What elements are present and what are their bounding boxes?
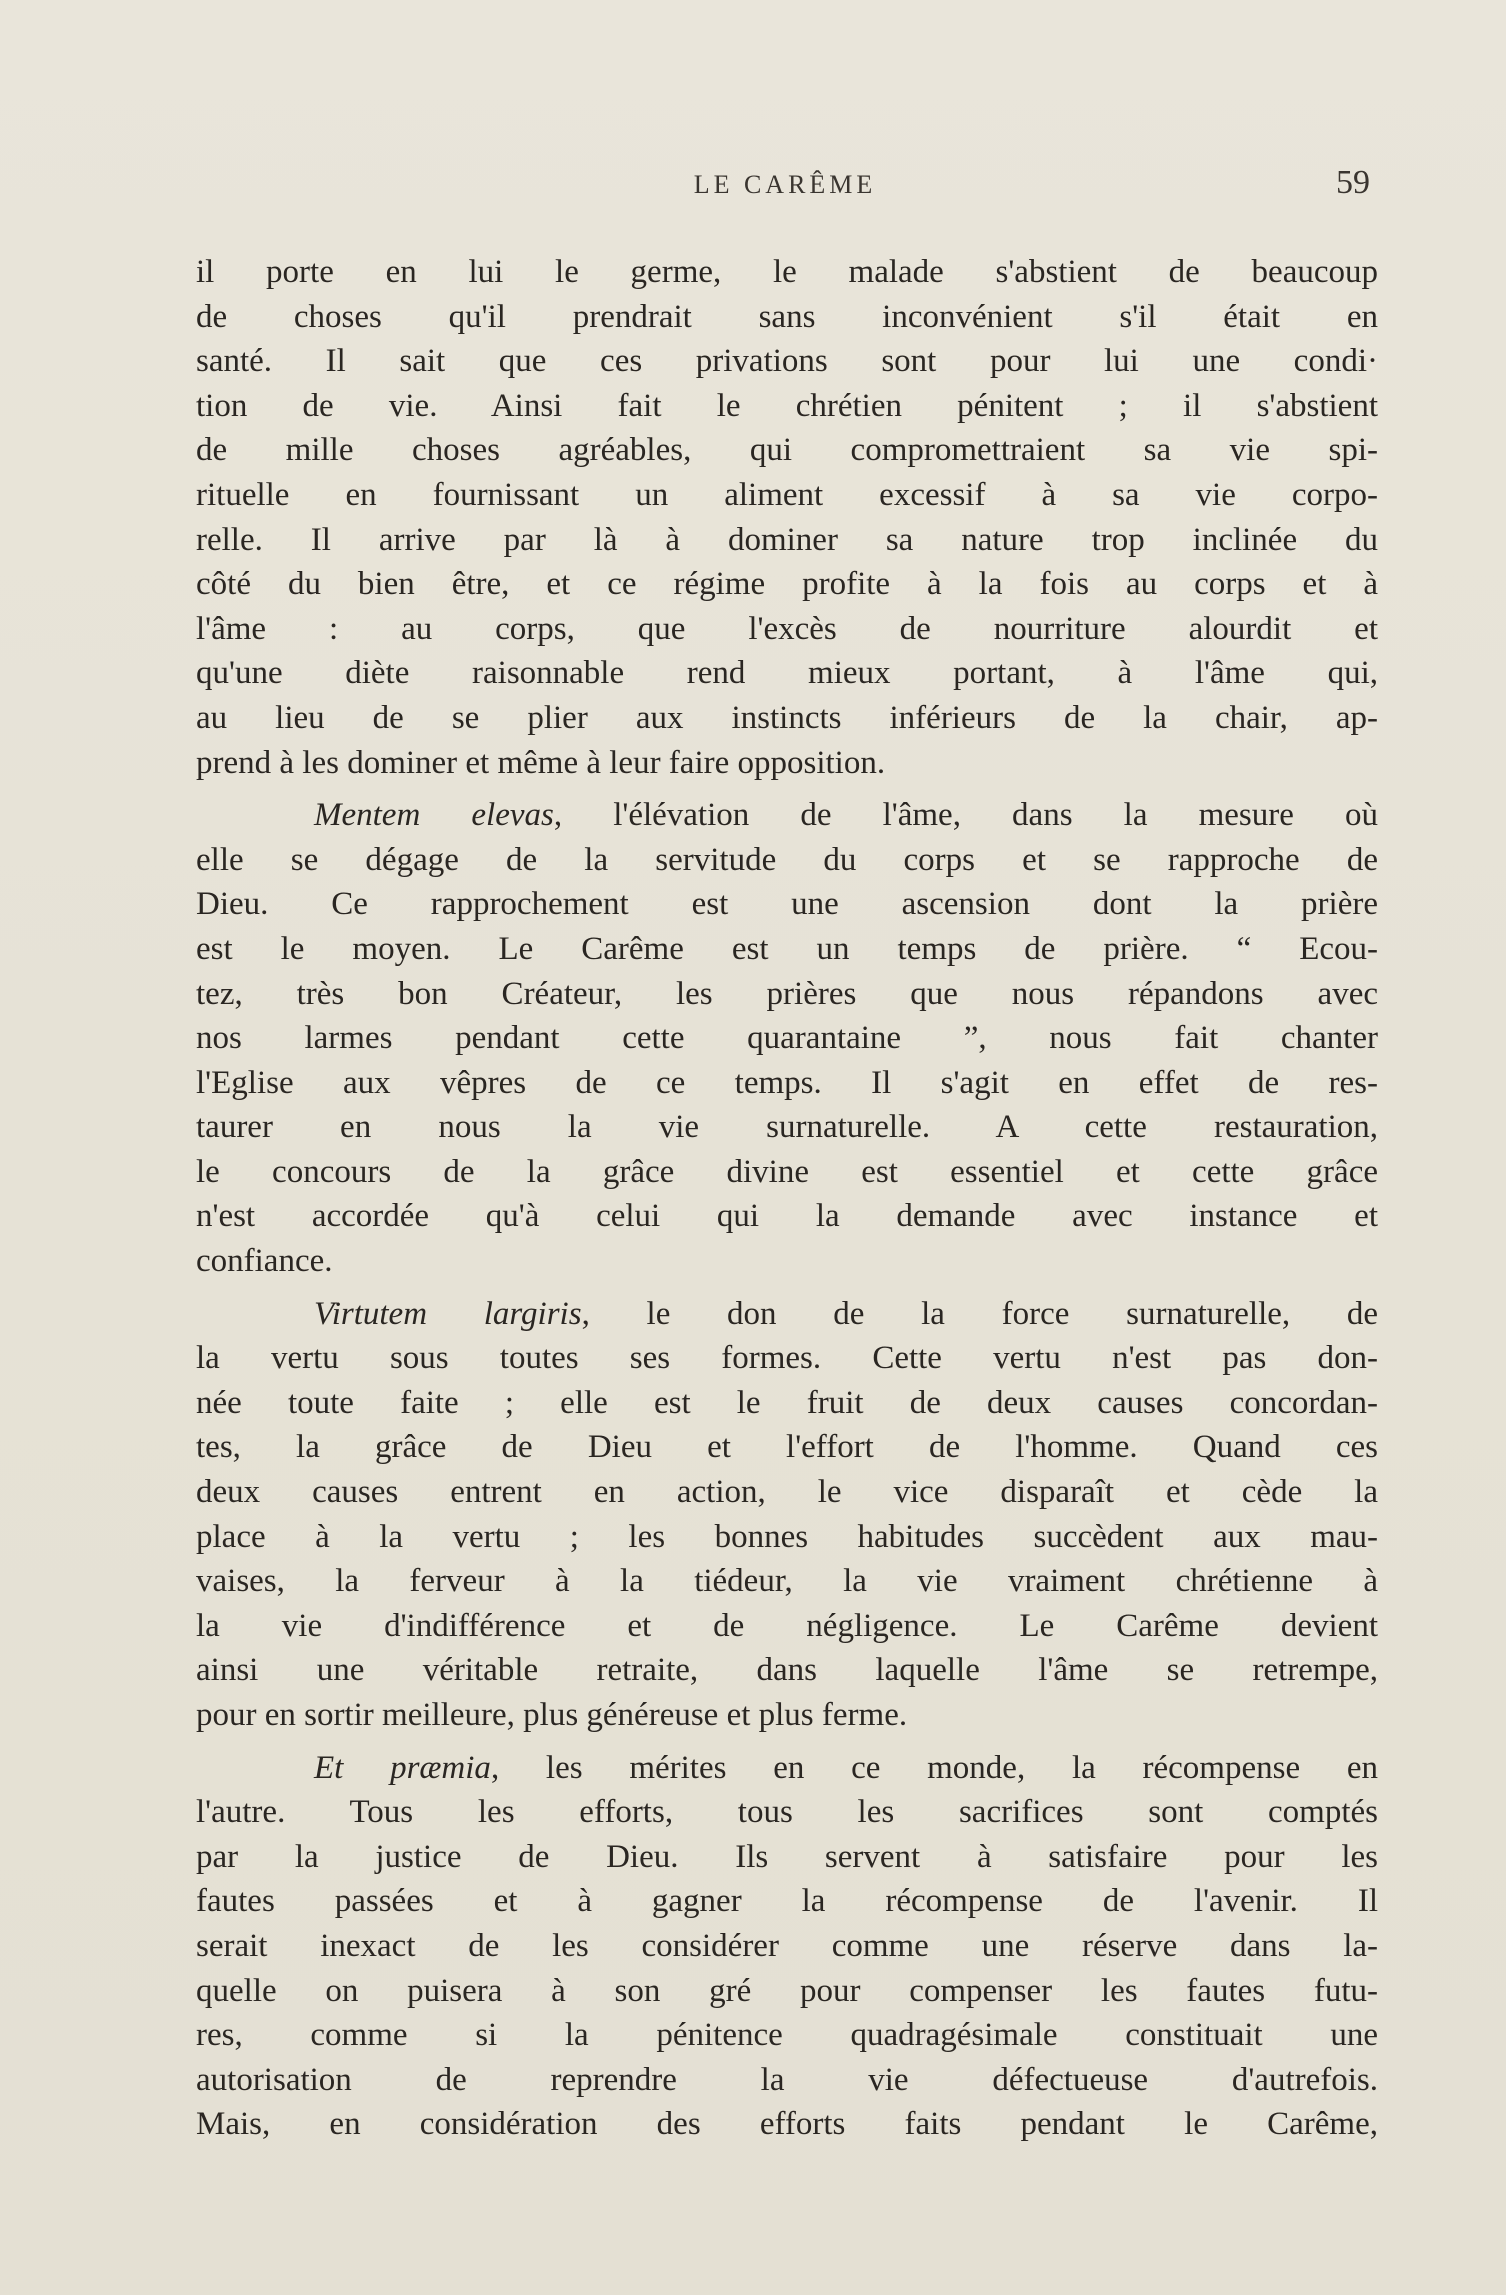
text-line <box>196 2013 1378 2058</box>
line-text: tez, très bon Créateur, les prières que nous répandons avec <box>196 975 1378 1012</box>
paragraph-gap <box>196 1738 1378 1746</box>
text-line <box>196 1425 1378 1470</box>
paragraph <box>196 250 1378 785</box>
page-number: 59 <box>1336 164 1370 201</box>
text-line <box>196 1559 1378 1604</box>
text-line <box>196 339 1378 384</box>
paragraph <box>196 793 1378 1284</box>
line-text: l'autre. Tous les efforts, tous les sacrifices sont comptés <box>196 1794 1378 1831</box>
line-text: la vertu sous toutes ses formes. Cette vertu n'est pas don- <box>196 1340 1378 1377</box>
line-text: le concours de la grâce divine est essentiel et cette grâce <box>196 1153 1378 1190</box>
text-line <box>196 1693 1378 1738</box>
line-text: autorisation de reprendre la vie défectueuse d'autrefois. <box>196 2061 1378 2098</box>
paragraph <box>196 1292 1378 1738</box>
text-line <box>196 473 1378 518</box>
paragraph <box>196 1746 1378 2147</box>
text-line <box>196 1336 1378 1381</box>
line-text: fautes passées et à gagner la récompense de l'avenir. Il <box>196 1883 1378 1920</box>
text-line <box>196 1924 1378 1969</box>
text-line <box>196 2058 1378 2103</box>
line-text: qu'une diète raisonnable rend mieux portant, à l'âme qui, <box>196 655 1378 692</box>
line-text: taurer en nous la vie surnaturelle. A cette restauration, <box>196 1109 1378 1146</box>
text-line <box>196 1061 1378 1106</box>
line-text: née toute faite ; elle est le fruit de deux causes concordan- <box>196 1384 1378 1421</box>
text-line <box>196 1194 1378 1239</box>
text-line <box>196 295 1378 340</box>
text-line <box>196 972 1378 1017</box>
line-text: elle se dégage de la servitude du corps et se rapproche de <box>196 841 1378 878</box>
line-text: est le moyen. Le Carême est un temps de prière. “ Ecou- <box>196 930 1378 967</box>
text-line <box>196 1515 1378 1560</box>
line-text: deux causes entrent en action, le vice disparaît et cède la <box>196 1474 1378 1511</box>
line-text: santé. Il sait que ces privations sont pour lui une condi· <box>196 343 1378 380</box>
text-line <box>196 607 1378 652</box>
text-line <box>196 1016 1378 1061</box>
text-line <box>196 1105 1378 1150</box>
text-line <box>196 1150 1378 1195</box>
line-text: relle. Il arrive par là à dominer sa nature trop inclinée du <box>196 521 1378 558</box>
text-line <box>196 1969 1378 2014</box>
line-text: quelle on puisera à son gré pour compenser les fautes futu- <box>196 1972 1378 2009</box>
text-line <box>196 384 1378 429</box>
running-head <box>200 164 1370 210</box>
text-line <box>196 1604 1378 1649</box>
text-line <box>196 562 1378 607</box>
paragraph-gap <box>196 785 1378 793</box>
text-line <box>196 1239 1378 1284</box>
line-text: tion de vie. Ainsi fait le chrétien pénitent ; il s'abstient <box>196 387 1378 424</box>
text-line <box>196 518 1378 563</box>
line-text: tes, la grâce de Dieu et l'effort de l'homme. Quand ces <box>196 1429 1378 1466</box>
line-text: confiance. <box>196 1243 333 1280</box>
line-text: res, comme si la pénitence quadragésimale constituait une <box>196 2017 1378 2054</box>
running-title: LE CARÊME <box>693 170 877 199</box>
line-text: l'âme : au corps, que l'excès de nourriture alourdit et <box>196 610 1378 647</box>
italic-latin-phrase: Et præmia <box>314 1749 491 1786</box>
line-text: de mille choses agréables, qui compromettraient sa vie spi- <box>196 432 1378 469</box>
text-line <box>196 651 1378 696</box>
text-line <box>196 250 1378 295</box>
line-text: serait inexact de les considérer comme une réserve dans la- <box>196 1927 1378 1964</box>
text-line <box>196 1381 1378 1426</box>
line-text: ainsi une véritable retraite, dans laquelle l'âme se retrempe, <box>196 1652 1378 1689</box>
line-text: par la justice de Dieu. Ils servent à satisfaire pour les <box>196 1838 1378 1875</box>
line-text: n'est accordée qu'à celui qui la demande avec instance et <box>196 1198 1378 1235</box>
line-text: la vie d'indifférence et de négligence. Le Carême devient <box>196 1607 1378 1644</box>
line-text: nos larmes pendant cette quarantaine ”, nous fait chanter <box>196 1020 1378 1057</box>
line-text: place à la vertu ; les bonnes habitudes succèdent aux mau- <box>196 1518 1378 1555</box>
italic-latin-phrase: Virtutem largiris <box>314 1295 582 1332</box>
text-line <box>196 1648 1378 1693</box>
line-text: au lieu de se plier aux instincts inférieurs de la chair, ap- <box>196 699 1378 736</box>
line-text: côté du bien être, et ce régime profite à la fois au corps et à <box>196 566 1378 603</box>
paragraph-gap <box>196 1284 1378 1292</box>
body-text <box>196 250 1378 2147</box>
line-text: pour en sortir meilleure, plus généreuse et plus ferme. <box>196 1697 908 1733</box>
line-text: , le don de la force surnaturelle, de <box>581 1295 1378 1332</box>
line-text: , l'élévation de l'âme, dans la mesure où <box>553 797 1378 834</box>
text-line <box>196 1292 1378 1337</box>
line-text: , les mérites en ce monde, la récompense en <box>490 1749 1378 1786</box>
text-line <box>196 1470 1378 1515</box>
text-line <box>196 882 1378 927</box>
line-text: Dieu. Ce rapprochement est une ascension dont la prière <box>196 886 1378 923</box>
line-text: prend à les dominer et même à leur faire opposition. <box>196 744 886 781</box>
text-line <box>196 927 1378 972</box>
text-line <box>196 2102 1378 2147</box>
text-line <box>196 1879 1378 1924</box>
line-text: Mais, en considération des efforts faits pendant le Carême, <box>196 2106 1378 2143</box>
text-line <box>196 1790 1378 1835</box>
text-line <box>196 428 1378 473</box>
line-text: vaises, la ferveur à la tiédeur, la vie vraiment chrétienne à <box>196 1563 1378 1600</box>
text-line <box>196 838 1378 883</box>
line-text: rituelle en fournissant un aliment excessif à sa vie corpo- <box>196 476 1378 513</box>
line-text: il porte en lui le germe, le malade s'abstient de beaucoup <box>196 254 1378 290</box>
text-line <box>196 696 1378 741</box>
text-line <box>196 1746 1378 1791</box>
text-line <box>196 793 1378 838</box>
text-line <box>196 741 1378 786</box>
italic-latin-phrase: Mentem elevas <box>314 797 554 834</box>
line-text: de choses qu'il prendrait sans inconvénient s'il était en <box>196 298 1378 335</box>
text-line <box>196 1835 1378 1880</box>
line-text: l'Eglise aux vêpres de ce temps. Il s'agit en effet de res- <box>196 1064 1378 1101</box>
